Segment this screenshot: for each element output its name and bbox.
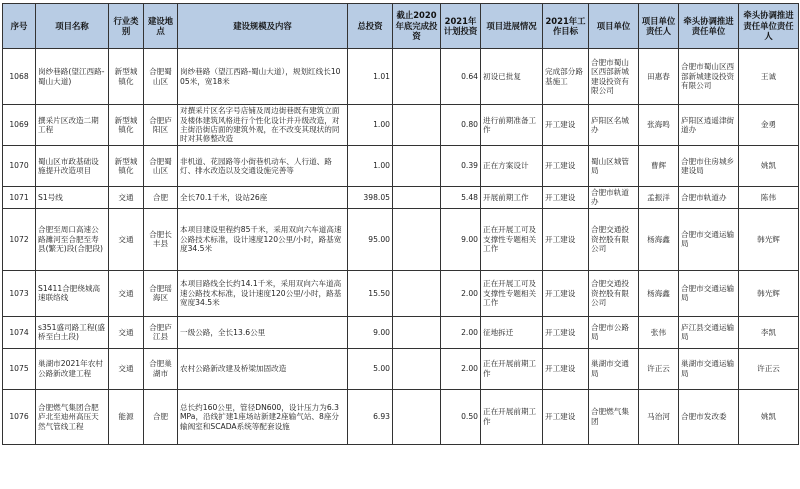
table-cell: 交通: [109, 270, 144, 316]
column-header: 项目单位责任人: [639, 4, 679, 49]
table-cell: 合肥至周口高速公路濉河至合肥至寿县(繁无)段(合肥段): [36, 208, 109, 270]
table-cell: 合肥市轨道办: [679, 187, 739, 209]
table-cell: 张伟: [639, 316, 679, 348]
table-cell: 杨海鑫: [639, 208, 679, 270]
table-cell: 许正云: [739, 348, 799, 389]
table-cell: S1411合肥绕城高速联络线: [36, 270, 109, 316]
table-cell: 新型城镇化: [109, 146, 144, 187]
table-cell: S1号线: [36, 187, 109, 209]
table-cell: 1.00: [348, 146, 393, 187]
table-cell: 孟振洋: [639, 187, 679, 209]
table-cell: 合肥市蜀山区西部新城建设投资有限公司: [679, 49, 739, 105]
project-table: [2, 3, 799, 445]
table-cell: 正在开展前期工作: [481, 389, 543, 444]
table-cell: 1075: [3, 348, 36, 389]
table-cell: 398.05: [348, 187, 393, 209]
table-cell: [393, 389, 441, 444]
table-cell: [393, 208, 441, 270]
table-cell: 庐阳区名城办: [589, 105, 639, 146]
table-cell: [393, 348, 441, 389]
table-cell: 1074: [3, 316, 36, 348]
table-cell: 姚凯: [739, 146, 799, 187]
table-cell: 9.00: [441, 208, 481, 270]
column-header: 截止2020年底完成投资: [393, 4, 441, 49]
table-cell: 蜀山区市政基础设施提升改造项目: [36, 146, 109, 187]
table-row: [3, 316, 799, 348]
table-cell: 巢湖市2021年农村公路新改建工程: [36, 348, 109, 389]
column-header: 牵头协调推进责任单位责任人: [739, 4, 799, 49]
column-header: 项目进展情况: [481, 4, 543, 49]
table-cell: 1.01: [348, 49, 393, 105]
table-cell: 合肥交通投资控股有限公司: [589, 208, 639, 270]
table-cell: 2.00: [441, 270, 481, 316]
table-cell: 1073: [3, 270, 36, 316]
table-cell: 进行前期准备工作: [481, 105, 543, 146]
table-cell: 岗纱巷路（望江西路-蜀山大道），规划红线长1005米，宽18米: [178, 49, 348, 105]
table-cell: 金勇: [739, 105, 799, 146]
table-cell: 5.00: [348, 348, 393, 389]
table-row: [3, 270, 799, 316]
table-cell: 2.00: [441, 316, 481, 348]
table-cell: [393, 105, 441, 146]
table-cell: 杨海鑫: [639, 270, 679, 316]
table-cell: 交通: [109, 187, 144, 209]
table-cell: [393, 316, 441, 348]
table-cell: 岗纱巷路(望江西路-蜀山大道): [36, 49, 109, 105]
table-cell: 合肥市蜀山区西部新城建设投资有限公司: [589, 49, 639, 105]
column-header: 行业类别: [109, 4, 144, 49]
table-cell: 合肥: [144, 187, 178, 209]
table-cell: 开工建设: [543, 348, 589, 389]
table-cell: 庐阳区逍遥津街道办: [679, 105, 739, 146]
table-cell: 合肥蜀山区: [144, 146, 178, 187]
table-body: [3, 49, 799, 445]
column-header: 项目单位: [589, 4, 639, 49]
column-header: 2021年计划投资: [441, 4, 481, 49]
table-cell: 开工建设: [543, 105, 589, 146]
table-cell: 合肥市交通运输局: [679, 270, 739, 316]
column-header: 牵头协调推进责任单位: [679, 4, 739, 49]
table-cell: 曹辉: [639, 146, 679, 187]
table-row: [3, 348, 799, 389]
table-cell: 庐江县交通运输局: [679, 316, 739, 348]
table-row: [3, 146, 799, 187]
column-header: 序号: [3, 4, 36, 49]
table-cell: 交通: [109, 316, 144, 348]
table-cell: 合肥交通投资控股有限公司: [589, 270, 639, 316]
table-cell: 许正云: [639, 348, 679, 389]
table-cell: 初设已批复: [481, 49, 543, 105]
table-cell: 本项目路线全长约14.1千米，采用双向六车道高速公路技术标准，设计速度120公里/小时，路基宽度34.5米: [178, 270, 348, 316]
table-cell: 新型城镇化: [109, 49, 144, 105]
table-cell: 合肥燃气集团: [589, 389, 639, 444]
table-cell: 95.00: [348, 208, 393, 270]
table-cell: 合肥蜀山区: [144, 49, 178, 105]
table-cell: 0.80: [441, 105, 481, 146]
table-cell: 交通: [109, 208, 144, 270]
table-cell: 5.48: [441, 187, 481, 209]
table-cell: 合肥燃气集团合肥庐北至迪州高压天然气管线工程: [36, 389, 109, 444]
table-cell: 开工建设: [543, 316, 589, 348]
table-cell: 合肥瑶海区: [144, 270, 178, 316]
table-cell: 田惠春: [639, 49, 679, 105]
table-cell: 开工建设: [543, 208, 589, 270]
column-header: 建设地点: [144, 4, 178, 49]
table-cell: 0.50: [441, 389, 481, 444]
table-cell: 开工建设: [543, 389, 589, 444]
table-cell: 正在开展前期工作: [481, 348, 543, 389]
table-cell: 1.00: [348, 105, 393, 146]
table-cell: 对撰采片区名字号店铺及周边街巷既有建筑立面及楼体建筑风格进行个性化设计并升级改造，对主街沿街店面的建筑外观，在不改变其现状的同时对其修整改造: [178, 105, 348, 146]
table-row: [3, 49, 799, 105]
table-cell: 开工建设: [543, 146, 589, 187]
table-cell: [393, 187, 441, 209]
table-cell: 李凯: [739, 316, 799, 348]
table-cell: 开展前期工作: [481, 187, 543, 209]
table-cell: 王诚: [739, 49, 799, 105]
table-cell: 陈伟: [739, 187, 799, 209]
column-header: 2021年工作目标: [543, 4, 589, 49]
table-cell: 新型城镇化: [109, 105, 144, 146]
column-header: 建设规模及内容: [178, 4, 348, 49]
table-cell: 合肥市交通运输局: [679, 208, 739, 270]
table-cell: 6.93: [348, 389, 393, 444]
table-cell: 0.39: [441, 146, 481, 187]
column-header: 项目名称: [36, 4, 109, 49]
table-cell: 合肥: [144, 389, 178, 444]
table-cell: 姚凯: [739, 389, 799, 444]
table-cell: 张海鸣: [639, 105, 679, 146]
table-cell: 15.50: [348, 270, 393, 316]
table-cell: 1072: [3, 208, 36, 270]
table-cell: 马治河: [639, 389, 679, 444]
table-cell: s351盛司路工程(盛桥至白土段): [36, 316, 109, 348]
table-cell: 总长约160公里，管径DN600，设计压力为6.3MPa，沿线扩建1座场站新建2座输气站、8座分输阀室和SCADA系统等配套设施: [178, 389, 348, 444]
table-cell: 合肥市住房城乡建设局: [679, 146, 739, 187]
table-cell: 一级公路，全长13.6公里: [178, 316, 348, 348]
table-cell: 全长70.1千米，设站26座: [178, 187, 348, 209]
table-cell: 1068: [3, 49, 36, 105]
table-cell: 农村公路新改建及桥梁加固改造: [178, 348, 348, 389]
table-cell: 正在开展工可及支撑性专题相关工作: [481, 208, 543, 270]
table-cell: 1071: [3, 187, 36, 209]
table-cell: 合肥庐江县: [144, 316, 178, 348]
table-cell: 交通: [109, 348, 144, 389]
table-cell: 1070: [3, 146, 36, 187]
table-cell: 开工建设: [543, 270, 589, 316]
table-cell: 开工建设: [543, 187, 589, 209]
table-cell: 正在开展工可及支撑性专题相关工作: [481, 270, 543, 316]
table-row: [3, 105, 799, 146]
table-cell: 合肥庐阳区: [144, 105, 178, 146]
table-row: [3, 208, 799, 270]
table-cell: 巢湖市交通运输局: [679, 348, 739, 389]
table-cell: [393, 49, 441, 105]
table-cell: 能源: [109, 389, 144, 444]
table-cell: 征地拆迁: [481, 316, 543, 348]
table-cell: 9.00: [348, 316, 393, 348]
table-cell: 撰采片区改造二期工程: [36, 105, 109, 146]
table-cell: 1076: [3, 389, 36, 444]
table-cell: 0.64: [441, 49, 481, 105]
table-row: [3, 389, 799, 444]
table-row: [3, 187, 799, 209]
table-cell: 本项目建设里程约85千米，采用双向六车道高速公路技术标准，设计速度120公里/小时，路基宽度34.5米: [178, 208, 348, 270]
table-cell: 合肥市公路局: [589, 316, 639, 348]
table-cell: 非机道、花园路等小街巷机动车、人行道、路灯、排水改造以及交通设施完善等: [178, 146, 348, 187]
table-cell: 完成部分路基施工: [543, 49, 589, 105]
table-cell: 正在方案设计: [481, 146, 543, 187]
table-cell: 巢湖市交通局: [589, 348, 639, 389]
column-header: 总投资: [348, 4, 393, 49]
table-cell: 合肥市轨道办: [589, 187, 639, 209]
table-cell: 合肥巢湖市: [144, 348, 178, 389]
table-header-row: [3, 4, 799, 49]
table-cell: 韩光辉: [739, 270, 799, 316]
table-cell: [393, 146, 441, 187]
table-cell: 1069: [3, 105, 36, 146]
table-cell: 2.00: [441, 348, 481, 389]
table-cell: 合肥长丰县: [144, 208, 178, 270]
table-cell: 蜀山区城管局: [589, 146, 639, 187]
table-cell: 合肥市发改委: [679, 389, 739, 444]
table-cell: [393, 270, 441, 316]
table-cell: 韩光辉: [739, 208, 799, 270]
